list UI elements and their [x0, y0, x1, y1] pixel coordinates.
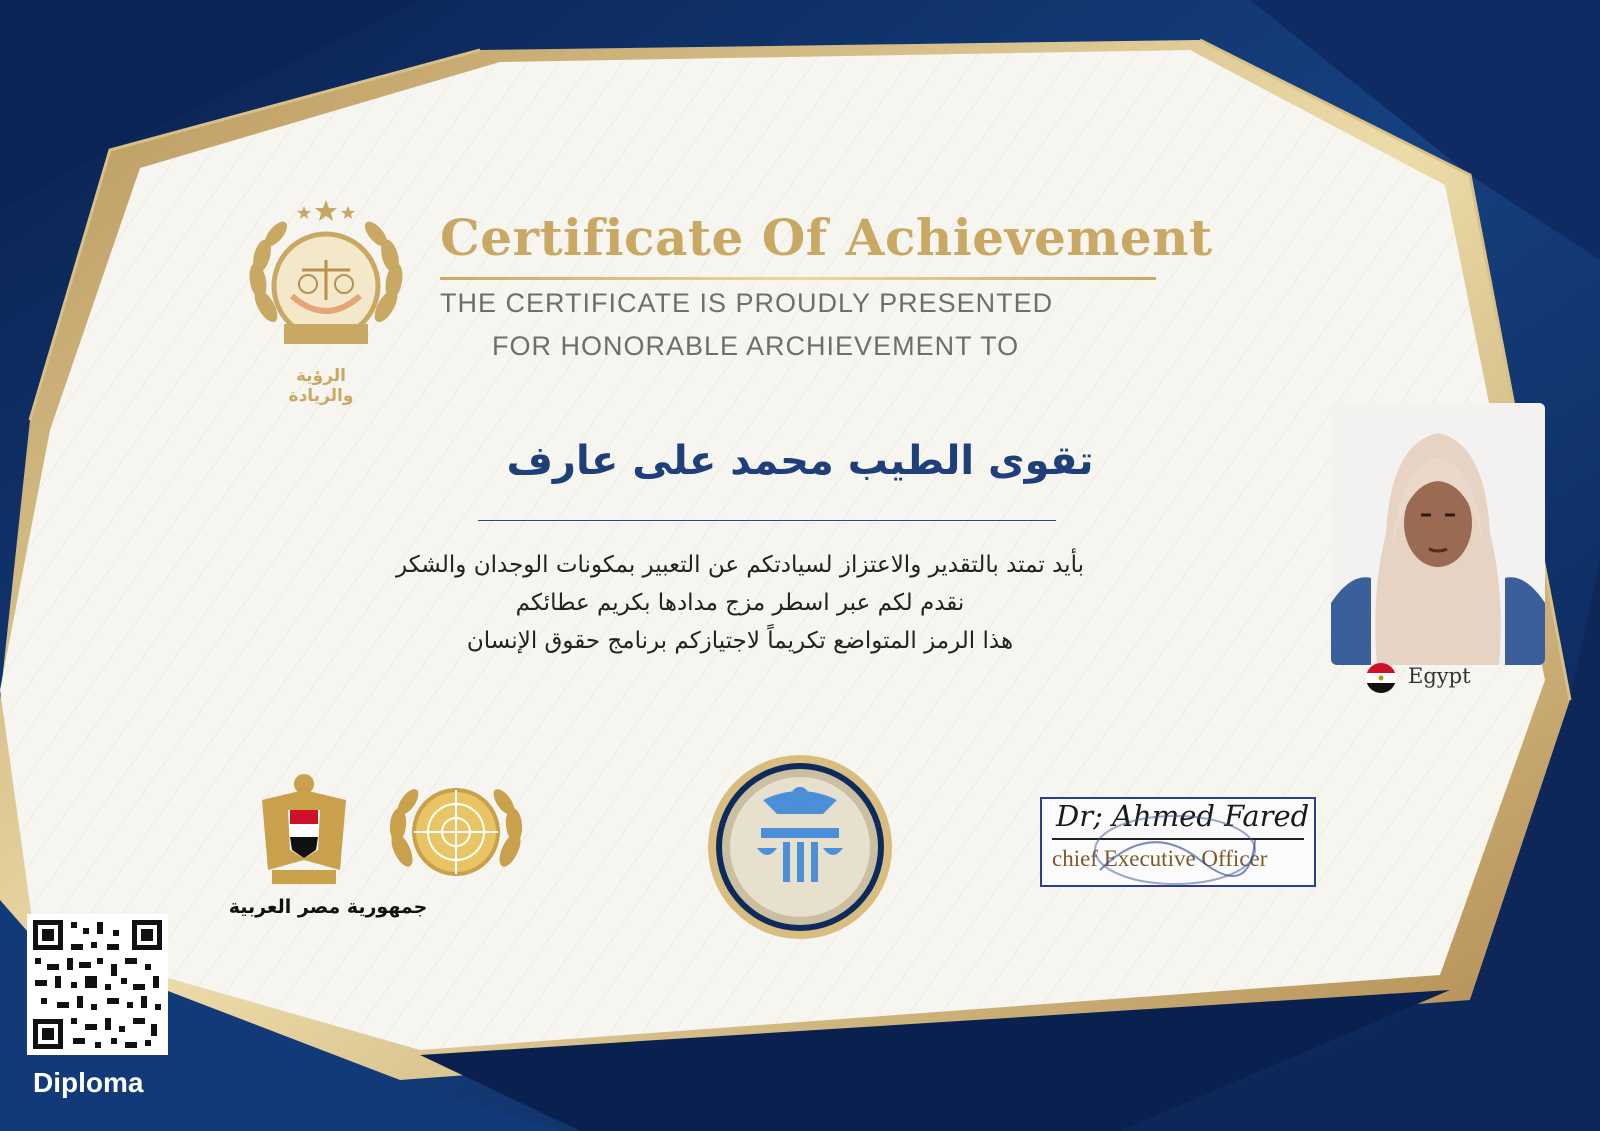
recipient-photo: [1331, 403, 1545, 665]
center-seal-icon: [693, 752, 907, 942]
title-divider: [440, 277, 1156, 280]
body-text-line-2: نقدم لكم عبر اسطر مزج مدادها بكريم عطائكم: [515, 590, 965, 616]
body-text-line-3: هذا الرمز المتواضع تكريماً لاجتيازكم برنامج حقوق الإنسان: [466, 628, 1014, 654]
egypt-eagle-emblem-icon: [258, 770, 350, 890]
united-nations-emblem-icon: [388, 780, 524, 892]
country-label: Egypt: [1408, 664, 1471, 688]
qr-code-icon: [27, 914, 168, 1055]
signatory-name: Dr; Ahmed Fared: [1056, 799, 1310, 833]
qr-code[interactable]: [27, 914, 168, 1055]
official-stamp-icon: [1090, 810, 1260, 890]
body-text-line-1: بأيد تمتد بالتقدير والاعتزاز لسيادتكم عن التعبير بمكونات الوجدان والشكر: [396, 552, 1084, 578]
subtitle-line-2: FOR HONORABLE ARCHIEVEMENT TO: [492, 331, 1020, 361]
recipient-name: تقوى الطيب محمد على عارف: [506, 438, 1094, 484]
name-underline: [478, 520, 1056, 521]
signatory-title: chief Executive Officer: [1052, 846, 1268, 871]
organization-motto: الرؤية والريادة: [288, 366, 354, 406]
egypt-flag-icon: [1366, 663, 1396, 693]
diploma-label: Diploma: [33, 1067, 144, 1098]
egypt-emblem-label: جمهورية مصر العربية: [228, 896, 428, 918]
certificate-title: Certificate Of Achievement: [440, 208, 1213, 267]
subtitle-line-1: THE CERTIFICATE IS PROUDLY PRESENTED: [440, 288, 1054, 318]
